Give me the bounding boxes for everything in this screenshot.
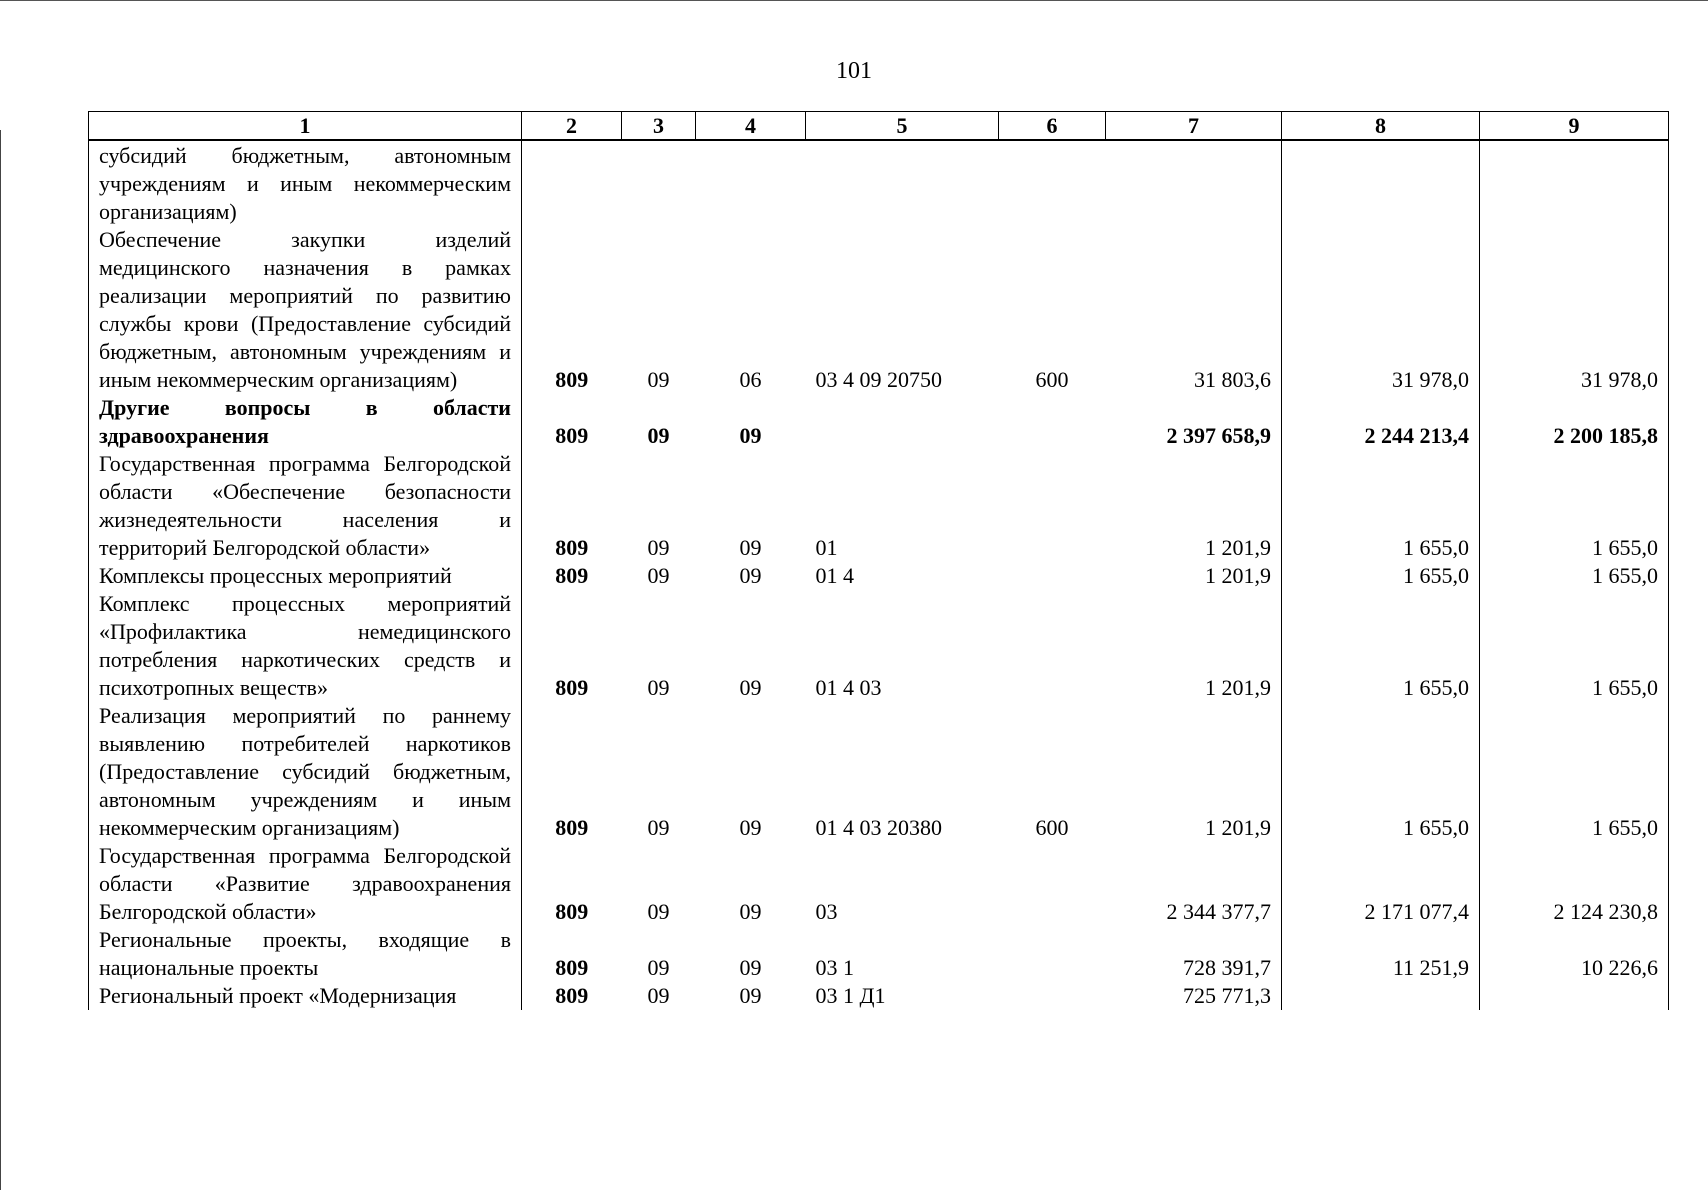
row-cell-c9: 2 200 185,8 — [1480, 394, 1669, 450]
row-cell-c7: 31 803,6 — [1106, 226, 1282, 394]
row-cell-c2: 809 — [522, 394, 622, 450]
row-cell-c2: 809 — [522, 842, 622, 926]
header-col-8: 8 — [1282, 112, 1480, 141]
row-cell-c7: 728 391,7 — [1106, 926, 1282, 982]
header-col-4: 4 — [696, 112, 806, 141]
table-row — [89, 702, 1669, 842]
row-cell-c6 — [999, 926, 1106, 982]
row-cell-c7: 1 201,9 — [1106, 702, 1282, 842]
table-body — [89, 140, 1669, 1010]
row-cell-c8: 2 171 077,4 — [1282, 842, 1480, 926]
table-row — [89, 926, 1669, 982]
budget-table — [88, 111, 1669, 1010]
table-row — [89, 394, 1669, 450]
row-cell-c5: 03 1 Д1 — [815, 983, 886, 1008]
row-cell-c5 — [806, 140, 999, 226]
header-col-1: 1 — [89, 112, 522, 141]
row-cell-c6: 600 — [1035, 815, 1069, 840]
row-cell-c8: 1 655,0 — [1282, 450, 1480, 562]
header-col-5: 5 — [806, 112, 999, 141]
row-name-cell: Другие вопросы в области здравоохранения — [89, 394, 522, 450]
table-row — [89, 226, 1669, 394]
row-cell-c6 — [999, 140, 1106, 226]
row-cell-c2: 809 — [522, 702, 622, 842]
row-cell-c2: 809 — [522, 226, 622, 394]
row-cell-c3: 09 — [647, 535, 670, 560]
row-cell-c4: 06 — [739, 367, 762, 392]
row-cell-c3: 09 — [647, 563, 670, 588]
row-cell-c6 — [999, 982, 1106, 1010]
row-cell-c9: 31 978,0 — [1480, 226, 1669, 394]
row-name-cell: Комплекс процессных мероприятий «Профилактика немедицинского потребления наркотических средств и психотропных веществ» — [89, 590, 522, 702]
row-cell-c6 — [999, 394, 1106, 450]
row-cell-c8: 11 251,9 — [1282, 926, 1480, 982]
row-cell-c6 — [999, 590, 1106, 702]
row-cell-c5: 03 1 — [815, 955, 854, 980]
row-cell-c9: 1 655,0 — [1480, 562, 1669, 590]
row-cell-c7: 1 201,9 — [1106, 590, 1282, 702]
row-cell-c3: 09 — [647, 367, 670, 392]
row-cell-c6 — [999, 562, 1106, 590]
row-cell-c3 — [622, 140, 696, 226]
header-col-9: 9 — [1480, 112, 1669, 141]
row-cell-c8 — [1282, 982, 1480, 1010]
row-cell-c8: 1 655,0 — [1282, 590, 1480, 702]
row-cell-c3: 09 — [647, 423, 670, 448]
row-cell-c9 — [1480, 140, 1669, 226]
row-cell-c7: 1 201,9 — [1106, 562, 1282, 590]
table-row — [89, 450, 1669, 562]
row-cell-c2: 809 — [522, 926, 622, 982]
row-cell-c8: 2 244 213,4 — [1282, 394, 1480, 450]
row-cell-c4: 09 — [739, 983, 762, 1008]
header-col-6: 6 — [999, 112, 1106, 141]
table-row — [89, 140, 1669, 226]
row-name-cell: Региональные проекты, входящие в национальные проекты — [89, 926, 522, 982]
row-cell-c8 — [1282, 140, 1480, 226]
row-cell-c7: 725 771,3 — [1106, 982, 1282, 1010]
row-cell-c9 — [1480, 982, 1669, 1010]
row-cell-c5: 01 4 03 — [815, 675, 882, 700]
row-cell-c2: 809 — [522, 982, 622, 1010]
row-name-cell: Обеспечение закупки изделий медицинского назначения в рамках реализации мероприятий по развитию службы крови (Предоставление субсидий бюджетным, автономным учреждениям и иным некоммерческим организациям) — [89, 226, 522, 394]
row-cell-c3: 09 — [647, 675, 670, 700]
header-col-7: 7 — [1106, 112, 1282, 141]
header-row — [89, 112, 1669, 141]
row-cell-c9: 10 226,6 — [1480, 926, 1669, 982]
row-cell-c5 — [806, 394, 999, 450]
row-cell-c4 — [696, 140, 806, 226]
table-row — [89, 590, 1669, 702]
row-cell-c4: 09 — [739, 535, 762, 560]
row-cell-c3: 09 — [647, 955, 670, 980]
row-name-cell: Региональный проект «Модернизация — [89, 982, 522, 1010]
row-cell-c7 — [1106, 140, 1282, 226]
row-cell-c7: 1 201,9 — [1106, 450, 1282, 562]
row-cell-c4: 09 — [739, 815, 762, 840]
row-cell-c2: 809 — [522, 562, 622, 590]
header-col-3: 3 — [622, 112, 696, 141]
row-name-cell: Комплексы процессных мероприятий — [89, 562, 522, 590]
table-row — [89, 982, 1669, 1010]
header-col-2: 2 — [522, 112, 622, 141]
row-cell-c6 — [999, 842, 1106, 926]
table-row — [89, 562, 1669, 590]
row-cell-c5: 01 — [815, 535, 838, 560]
row-cell-c2 — [522, 140, 622, 226]
row-cell-c5: 01 4 03 20380 — [815, 815, 942, 840]
row-cell-c5: 03 — [815, 899, 838, 924]
scan-left-edge — [0, 130, 1, 1190]
row-cell-c3: 09 — [647, 899, 670, 924]
row-cell-c9: 1 655,0 — [1480, 702, 1669, 842]
row-cell-c6 — [999, 450, 1106, 562]
row-name-cell: Государственная программа Белгородской области «Развитие здравоохранения Белгородской области» — [89, 842, 522, 926]
row-name-cell: Реализация мероприятий по раннему выявлению потребителей наркотиков (Предоставление субсидий бюджетным, автономным учреждениям и иным некоммерческим организациям) — [89, 702, 522, 842]
row-cell-c4: 09 — [739, 563, 762, 588]
table-row — [89, 842, 1669, 926]
row-cell-c9: 2 124 230,8 — [1480, 842, 1669, 926]
row-cell-c8: 1 655,0 — [1282, 562, 1480, 590]
row-cell-c8: 1 655,0 — [1282, 702, 1480, 842]
row-cell-c3: 09 — [647, 815, 670, 840]
scan-top-edge — [0, 0, 1708, 1]
row-name-cell: Государственная программа Белгородской области «Обеспечение безопасности жизнедеятельности населения и территорий Белгородской области» — [89, 450, 522, 562]
row-cell-c3: 09 — [647, 983, 670, 1008]
row-cell-c4: 09 — [739, 675, 762, 700]
row-cell-c7: 2 344 377,7 — [1106, 842, 1282, 926]
row-cell-c9: 1 655,0 — [1480, 590, 1669, 702]
page-number: 101 — [836, 58, 872, 84]
row-cell-c4: 09 — [739, 899, 762, 924]
row-cell-c8: 31 978,0 — [1282, 226, 1480, 394]
row-cell-c7: 2 397 658,9 — [1106, 394, 1282, 450]
row-cell-c4: 09 — [739, 423, 762, 448]
row-cell-c4: 09 — [739, 955, 762, 980]
row-cell-c2: 809 — [522, 450, 622, 562]
row-cell-c5: 03 4 09 20750 — [815, 367, 942, 392]
row-cell-c2: 809 — [522, 590, 622, 702]
row-cell-c6: 600 — [1035, 367, 1069, 392]
row-cell-c5: 01 4 — [815, 563, 854, 588]
row-name-cell: субсидий бюджетным, автономным учреждениям и иным некоммерческим организациям) — [89, 140, 522, 226]
row-cell-c9: 1 655,0 — [1480, 450, 1669, 562]
